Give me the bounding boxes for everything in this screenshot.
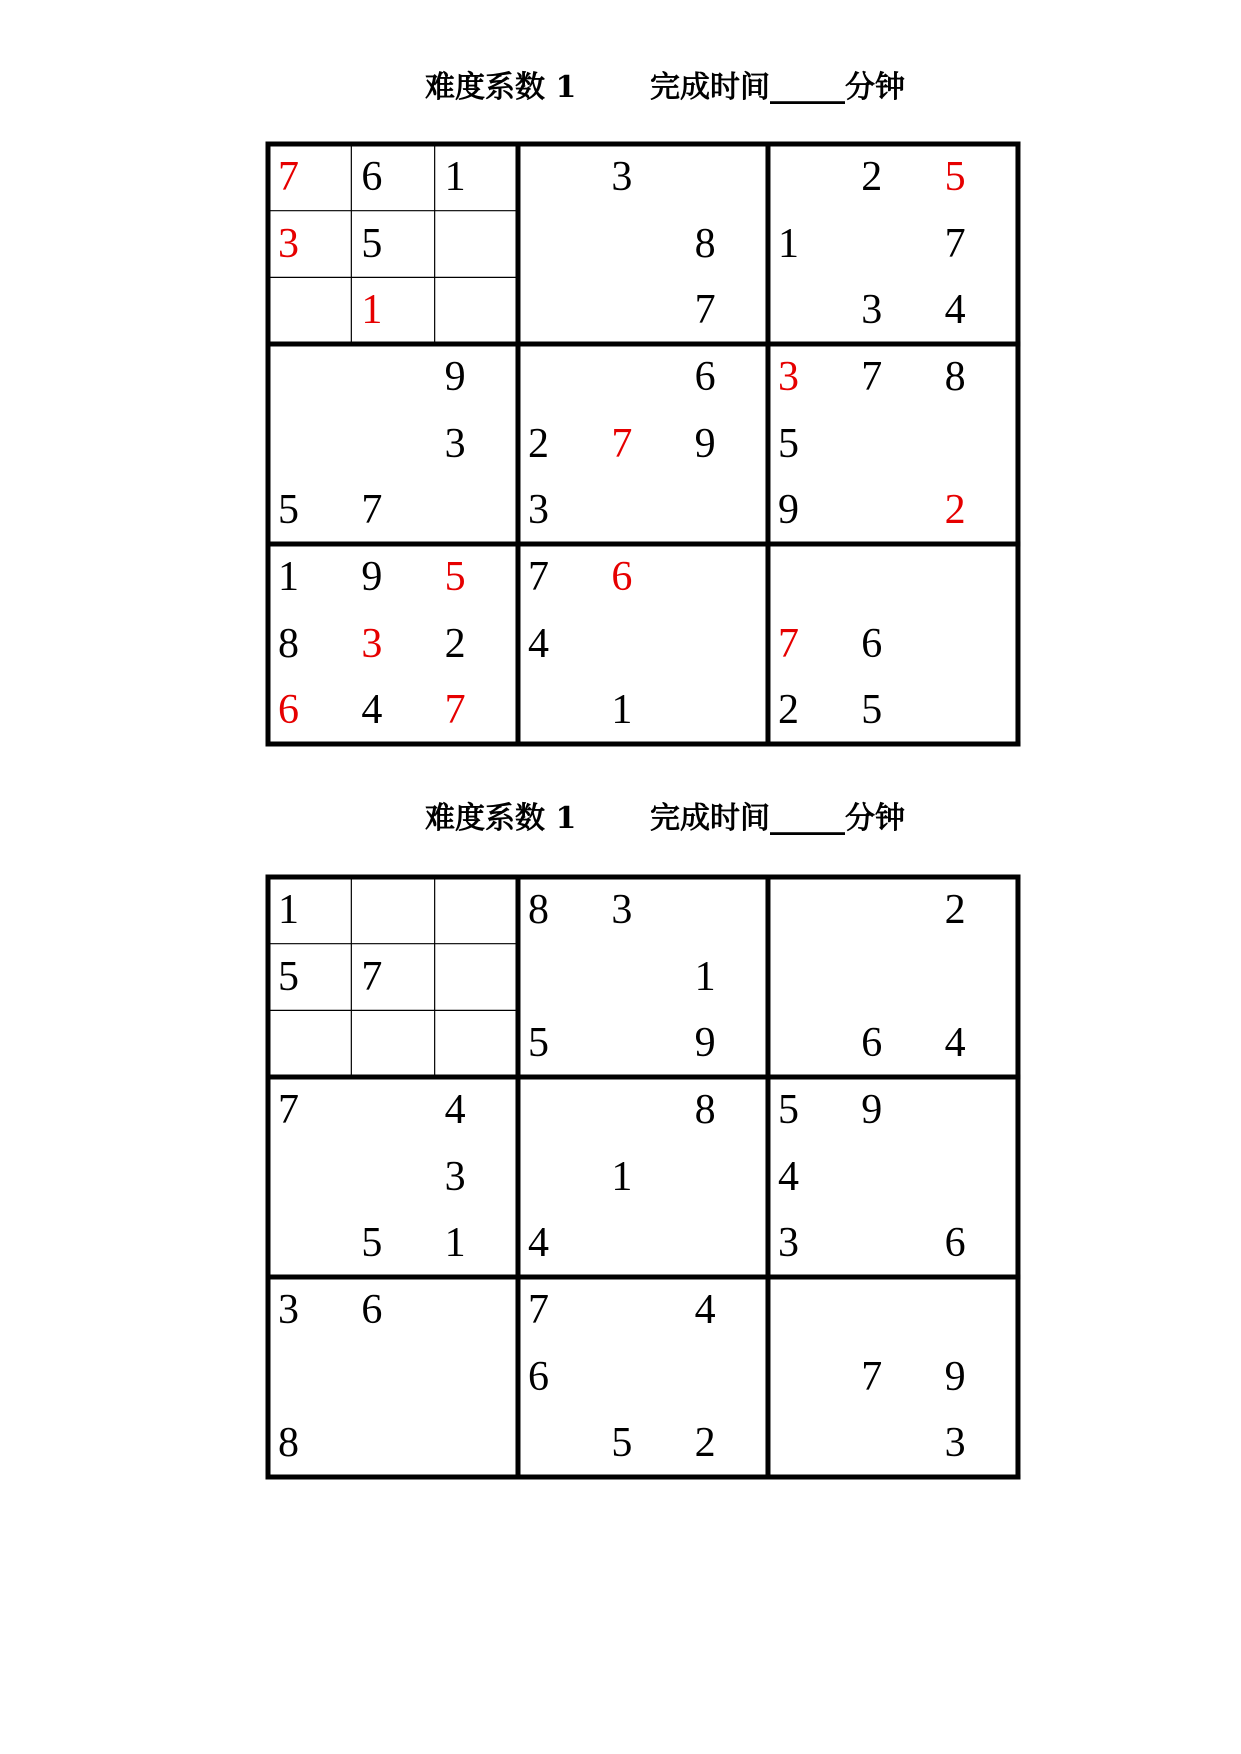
sudoku-cell <box>768 277 852 343</box>
sudoku-cell <box>435 1277 519 1343</box>
sudoku-cell <box>268 344 352 410</box>
sudoku-cell: 2 <box>944 887 966 933</box>
sudoku-cell <box>435 1344 519 1410</box>
sudoku-cell <box>935 544 1019 610</box>
sudoku-cell <box>685 1210 769 1276</box>
sudoku-cell <box>268 1210 352 1276</box>
sudoku-cell: 7 <box>694 287 716 334</box>
sudoku-cell <box>601 477 685 543</box>
sudoku-cell: 2 <box>777 687 799 734</box>
sudoku-cell <box>601 1277 685 1343</box>
sudoku-cell <box>268 1010 352 1076</box>
sudoku-cell <box>768 1277 852 1343</box>
sudoku-cell <box>601 211 685 277</box>
sudoku-cell: 3 <box>278 1287 299 1334</box>
sudoku-cell: 1 <box>444 1220 466 1267</box>
sudoku-cell: 2 <box>694 1420 716 1467</box>
sudoku-cell <box>851 1410 935 1476</box>
sudoku-cell: 9 <box>694 420 716 467</box>
sudoku-cell <box>851 411 935 477</box>
sudoku-cell: 3 <box>777 1220 799 1267</box>
sudoku-cell <box>685 877 769 943</box>
sudoku-cell: 8 <box>694 220 716 267</box>
sudoku-cell <box>351 1410 435 1476</box>
sudoku-cell: 7 <box>861 1353 883 1400</box>
sudoku-cell <box>268 277 352 343</box>
sudoku-cell <box>851 1277 935 1343</box>
sudoku-cell: 4 <box>944 287 966 334</box>
sudoku-cell: 7 <box>861 354 883 400</box>
sudoku-cell: 3 <box>777 354 799 400</box>
sudoku-cell <box>935 677 1019 743</box>
sudoku-cell: 3 <box>278 220 299 267</box>
sudoku-cell <box>435 277 519 343</box>
sudoku-cell <box>685 1344 769 1410</box>
sudoku-cell: 6 <box>361 154 383 200</box>
sudoku-cell: 7 <box>777 620 799 667</box>
sudoku-cell: 9 <box>861 1087 883 1133</box>
sudoku-cell: 3 <box>527 487 549 534</box>
sudoku-cell <box>351 344 435 410</box>
sudoku-cell <box>268 1144 352 1210</box>
sudoku-cell: 7 <box>361 487 383 534</box>
sudoku-cell: 2 <box>527 420 549 467</box>
sudoku-cell: 5 <box>861 687 883 734</box>
sudoku-cell <box>851 477 935 543</box>
difficulty-label: 难度系数 1 <box>425 70 577 105</box>
sudoku-cell <box>685 1144 769 1210</box>
sudoku-cell <box>851 211 935 277</box>
sudoku-cell <box>351 1144 435 1210</box>
sudoku-cell <box>601 944 685 1010</box>
sudoku-cell <box>435 1010 519 1076</box>
sudoku-cell: 4 <box>527 1220 549 1267</box>
sudoku-cell <box>935 1144 1019 1210</box>
sudoku-cell: 8 <box>944 354 966 400</box>
sudoku-cell <box>685 611 769 677</box>
sudoku-cell <box>435 944 519 1010</box>
sudoku-cell <box>518 1144 602 1210</box>
puzzle-2-header <box>0 793 1241 843</box>
sudoku-cell <box>851 877 935 943</box>
sudoku-cell <box>851 544 935 610</box>
sudoku-cell <box>351 877 435 943</box>
sudoku-cell <box>685 677 769 743</box>
sudoku-cell: 1 <box>611 1153 633 1200</box>
sudoku-cell: 6 <box>527 1353 549 1400</box>
completion-time-label: 完成时间_____分钟 <box>650 70 905 105</box>
sudoku-cell: 9 <box>777 487 799 534</box>
sudoku-cell: 4 <box>527 620 549 667</box>
sudoku-cell: 7 <box>944 220 966 267</box>
sudoku-cell <box>601 277 685 343</box>
sudoku-cell <box>518 944 602 1010</box>
difficulty-label: 难度系数 1 <box>425 801 577 836</box>
sudoku-cell: 1 <box>361 287 383 334</box>
sudoku-cell: 1 <box>611 687 633 734</box>
sudoku-cell: 3 <box>444 1153 466 1200</box>
sudoku-cell: 6 <box>861 620 883 667</box>
sudoku-cell <box>268 1344 352 1410</box>
sudoku-cell <box>768 544 852 610</box>
sudoku-cell: 8 <box>694 1087 716 1133</box>
sudoku-cell <box>601 611 685 677</box>
sudoku-cell <box>351 1077 435 1143</box>
sudoku-cell: 5 <box>777 1087 799 1133</box>
sudoku-cell: 5 <box>777 420 799 467</box>
sudoku-cell: 8 <box>527 887 549 933</box>
sudoku-cell <box>768 1344 852 1410</box>
sudoku-cell: 4 <box>361 687 383 734</box>
sudoku-cell: 3 <box>611 154 633 200</box>
sudoku-cell: 7 <box>444 687 466 734</box>
sudoku-cell: 4 <box>944 1020 966 1067</box>
sudoku-cell <box>601 344 685 410</box>
sudoku-cell: 7 <box>278 1087 299 1133</box>
sudoku-cell <box>268 411 352 477</box>
sudoku-cell: 4 <box>444 1087 466 1133</box>
sudoku-cell: 6 <box>694 354 716 400</box>
sudoku-cell <box>601 1210 685 1276</box>
sudoku-cell: 4 <box>777 1153 799 1200</box>
sudoku-cell: 5 <box>361 220 383 267</box>
sudoku-cell: 5 <box>361 1220 383 1267</box>
sudoku-cell <box>351 1344 435 1410</box>
sudoku-cell: 7 <box>611 420 633 467</box>
sudoku-cell <box>768 944 852 1010</box>
sudoku-cell: 5 <box>527 1020 549 1067</box>
sudoku-cell <box>935 1077 1019 1143</box>
puzzle-1-header <box>0 62 1241 112</box>
sudoku-cell <box>935 611 1019 677</box>
sudoku-cell: 7 <box>527 1287 549 1334</box>
sudoku-cell <box>685 477 769 543</box>
sudoku-cell: 2 <box>861 154 883 200</box>
sudoku-cell: 5 <box>444 554 466 601</box>
sudoku-cell <box>768 1410 852 1476</box>
sudoku-cell: 6 <box>861 1020 883 1067</box>
sudoku-cell: 8 <box>278 620 299 667</box>
sudoku-cell: 5 <box>944 154 966 200</box>
sudoku-grid-1 <box>264 140 1024 750</box>
sudoku-cell: 1 <box>278 554 299 601</box>
sudoku-cell <box>435 1410 519 1476</box>
sudoku-cell <box>768 1010 852 1076</box>
sudoku-cell <box>601 1344 685 1410</box>
sudoku-cell <box>435 477 519 543</box>
sudoku-cell: 5 <box>278 953 299 1000</box>
sudoku-cell: 3 <box>944 1420 966 1467</box>
sudoku-cell: 9 <box>944 1353 966 1400</box>
sudoku-cell <box>768 144 852 210</box>
sudoku-cell: 7 <box>361 953 383 1000</box>
sudoku-cell <box>518 144 602 210</box>
sudoku-cell: 6 <box>944 1220 966 1267</box>
sudoku-cell <box>601 1010 685 1076</box>
sudoku-cell: 3 <box>861 287 883 334</box>
sudoku-cell: 3 <box>444 420 466 467</box>
sudoku-cell: 2 <box>944 487 966 534</box>
sudoku-grid-2 <box>264 873 1024 1483</box>
sudoku-cell: 2 <box>444 620 466 667</box>
sudoku-cell <box>851 1210 935 1276</box>
sudoku-cell: 7 <box>278 154 299 200</box>
sudoku-cell: 1 <box>694 953 716 1000</box>
sudoku-cell: 9 <box>361 554 383 601</box>
sudoku-cell: 1 <box>278 887 299 933</box>
sudoku-cell: 8 <box>278 1420 299 1467</box>
sudoku-cell: 1 <box>777 220 799 267</box>
sudoku-cell <box>935 1277 1019 1343</box>
sudoku-cell <box>435 211 519 277</box>
sudoku-cell <box>518 344 602 410</box>
sudoku-cell: 3 <box>361 620 383 667</box>
sudoku-cell: 5 <box>278 487 299 534</box>
sudoku-cell: 3 <box>611 887 633 933</box>
sudoku-cell <box>851 944 935 1010</box>
sudoku-cell <box>601 1077 685 1143</box>
completion-time-label: 完成时间_____分钟 <box>650 801 905 836</box>
sudoku-cell <box>518 1077 602 1143</box>
sudoku-cell: 6 <box>278 687 299 734</box>
sudoku-cell <box>351 411 435 477</box>
sudoku-cell: 7 <box>527 554 549 601</box>
sudoku-cell: 4 <box>694 1287 716 1334</box>
sudoku-cell <box>518 1410 602 1476</box>
sudoku-cell: 5 <box>611 1420 633 1467</box>
sudoku-cell <box>518 211 602 277</box>
sudoku-cell <box>518 677 602 743</box>
sudoku-cell <box>935 411 1019 477</box>
sudoku-cell <box>685 144 769 210</box>
sudoku-cell <box>518 277 602 343</box>
sudoku-cell <box>351 1010 435 1076</box>
sudoku-cell <box>935 944 1019 1010</box>
sudoku-cell: 9 <box>444 354 466 400</box>
sudoku-cell <box>768 877 852 943</box>
sudoku-cell <box>851 1144 935 1210</box>
sudoku-cell: 6 <box>361 1287 383 1334</box>
sudoku-cell <box>435 877 519 943</box>
sudoku-cell: 9 <box>694 1020 716 1067</box>
sudoku-cell: 6 <box>611 554 633 601</box>
sudoku-cell <box>685 544 769 610</box>
sudoku-cell: 1 <box>444 154 466 200</box>
